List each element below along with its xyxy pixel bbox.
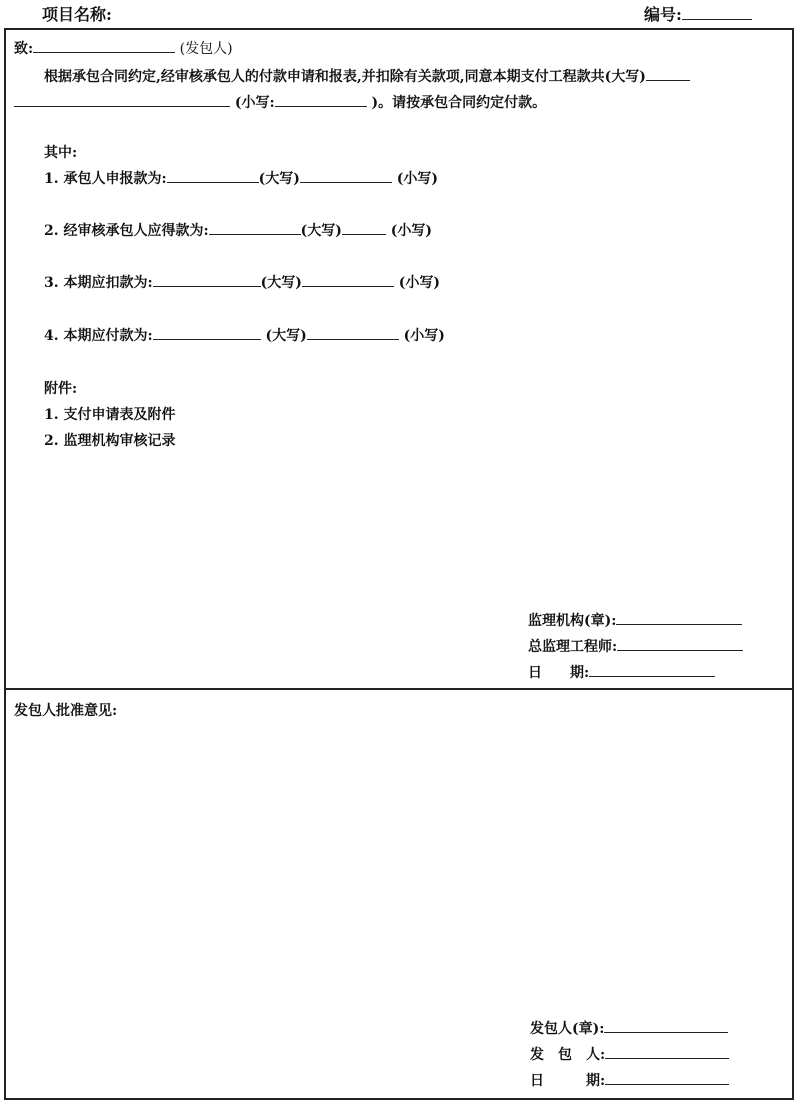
detail-item bbox=[44, 325, 445, 345]
addressee-line bbox=[14, 38, 233, 58]
employer-person-label: 发 包 人: bbox=[530, 1047, 606, 1063]
attachment-item: 1. 支付申请表及附件 bbox=[44, 407, 176, 423]
amount-upper-field-b[interactable] bbox=[14, 92, 230, 107]
serial-number-field[interactable] bbox=[682, 5, 752, 20]
lower-case-label: (小写) bbox=[398, 275, 441, 291]
notice-body-end: )。请按承包合同约定付款。 bbox=[371, 95, 547, 111]
lower-case-label: (小写) bbox=[390, 223, 433, 239]
chief-engineer-label: 总监理工程师: bbox=[528, 639, 618, 655]
supervisor-org-label: 监理机构(章): bbox=[528, 613, 617, 629]
attachment-item: 2. 监理机构审核记录 bbox=[44, 433, 176, 449]
form-frame bbox=[4, 28, 794, 1100]
serial-number-text: 编号: bbox=[644, 5, 682, 24]
amount-lower-field[interactable] bbox=[275, 92, 367, 107]
supervisor-date-line bbox=[528, 662, 715, 682]
detail-upper-field[interactable] bbox=[209, 220, 301, 235]
supervisor-org-field[interactable] bbox=[616, 610, 742, 625]
detail-upper-field[interactable] bbox=[167, 168, 259, 183]
approval-heading: 发包人批准意见: bbox=[14, 703, 118, 719]
detail-item-label: 3. 本期应扣款为: bbox=[44, 275, 153, 291]
employer-date-label: 日 期: bbox=[530, 1073, 606, 1089]
upper-case-label: (大写) bbox=[258, 171, 300, 187]
detail-lower-field[interactable] bbox=[300, 168, 392, 183]
to-label: 致: bbox=[14, 41, 34, 57]
notice-body-text: 根据承包合同约定,经审核承包人的付款申请和报表,并扣除有关款项,同意本期支付工程款共(大写) bbox=[44, 69, 646, 85]
detail-lower-field[interactable] bbox=[302, 272, 394, 287]
detail-item-label: 1. 承包人申报款为: bbox=[44, 171, 167, 187]
employer-date-line bbox=[530, 1070, 729, 1090]
to-party: (发包人) bbox=[179, 41, 233, 57]
employer-seal-field[interactable] bbox=[604, 1018, 728, 1033]
upper-case-label: (大写) bbox=[265, 328, 307, 344]
detail-upper-field[interactable] bbox=[153, 272, 261, 287]
supervisor-date-label: 日 期: bbox=[528, 665, 590, 681]
detail-item-label: 4. 本期应付款为: bbox=[44, 328, 153, 344]
addressee-field[interactable] bbox=[33, 38, 175, 53]
serial-number-label bbox=[644, 2, 752, 25]
employer-seal-label: 发包人(章): bbox=[530, 1021, 605, 1037]
lower-amount-label: (小写: bbox=[234, 95, 275, 111]
employer-person-line bbox=[530, 1044, 729, 1064]
amount-upper-field-a[interactable] bbox=[646, 66, 690, 81]
notice-body-line2 bbox=[14, 92, 546, 112]
supervisor-date-field[interactable] bbox=[589, 662, 715, 677]
attachments-heading: 附件: bbox=[44, 381, 78, 397]
employer-date-field[interactable] bbox=[605, 1070, 729, 1085]
detail-upper-field[interactable] bbox=[153, 325, 261, 340]
chief-engineer-line bbox=[528, 636, 743, 656]
detail-item-label: 2. 经审核承包人应得款为: bbox=[44, 223, 209, 239]
notice-body-line1 bbox=[44, 66, 690, 86]
details-heading: 其中: bbox=[44, 145, 78, 161]
employer-seal-line bbox=[530, 1018, 728, 1038]
section-divider bbox=[4, 688, 794, 690]
upper-case-label: (大写) bbox=[300, 223, 342, 239]
chief-engineer-field[interactable] bbox=[617, 636, 743, 651]
detail-item bbox=[44, 220, 432, 240]
project-name-label: 项目名称: bbox=[42, 5, 112, 24]
detail-lower-field[interactable] bbox=[342, 220, 386, 235]
detail-lower-field[interactable] bbox=[307, 325, 399, 340]
upper-case-label: (大写) bbox=[260, 275, 302, 291]
detail-item bbox=[44, 272, 440, 292]
supervisor-org-line bbox=[528, 610, 742, 630]
lower-case-label: (小写) bbox=[396, 171, 439, 187]
employer-person-field[interactable] bbox=[605, 1044, 729, 1059]
lower-case-label: (小写) bbox=[403, 328, 445, 344]
detail-item bbox=[44, 168, 438, 188]
